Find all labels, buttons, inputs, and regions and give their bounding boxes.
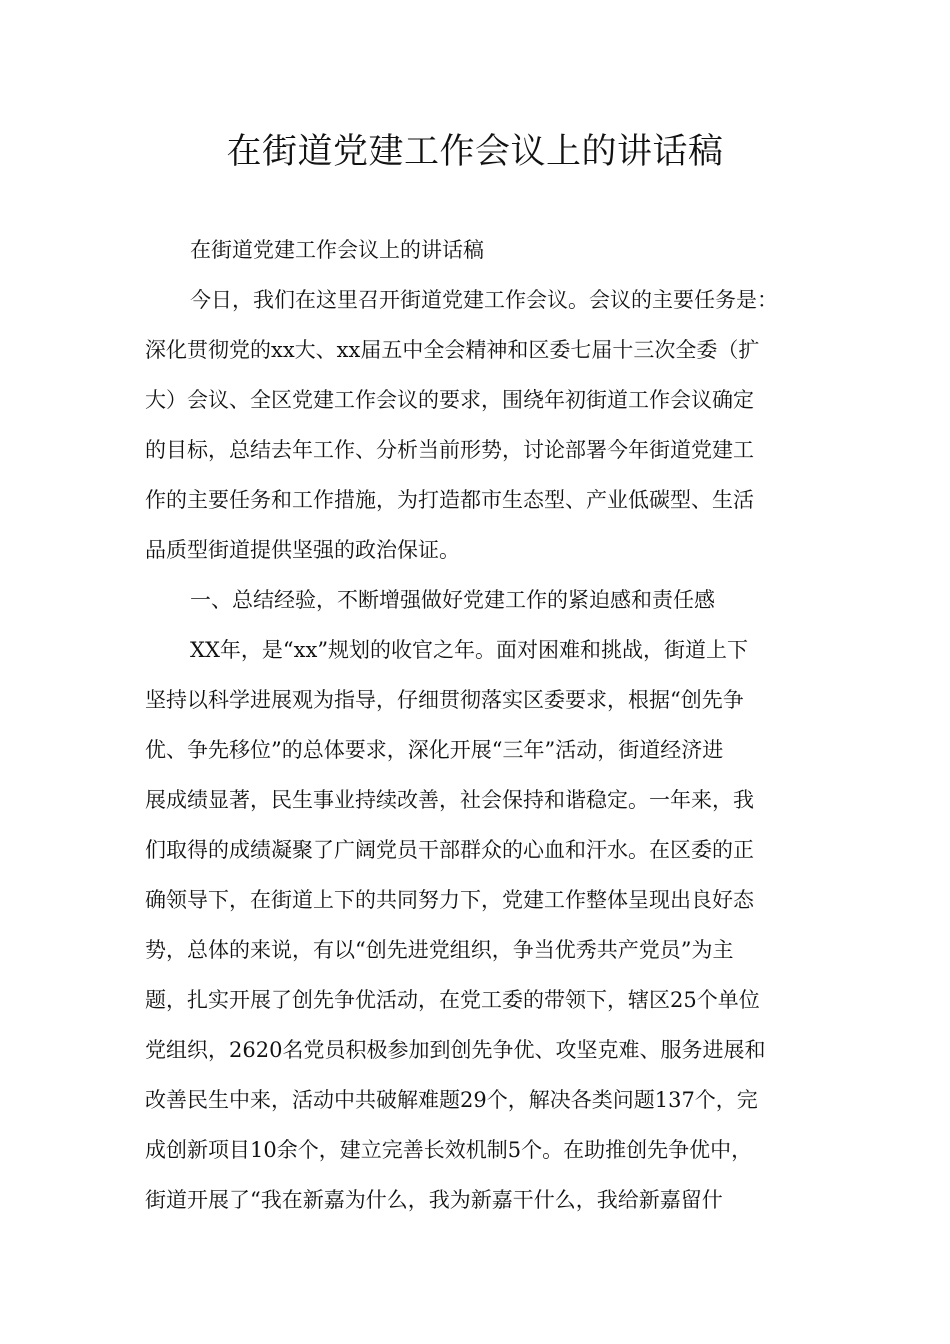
body-line: 成创新项目10余个，建立完善长效机制5个。在助推创先争优中， <box>145 1138 753 1162</box>
body-line: 品质型街道提供坚强的政治保证。 <box>145 538 460 562</box>
body-line: 的目标，总结去年工作、分析当前形势，讨论部署今年街道党建工 <box>145 438 754 462</box>
body-line: 作的主要任务和工作措施，为打造都市生态型、产业低碳型、生活 <box>145 488 754 512</box>
body-line: 街道开展了“我在新嘉为什么，我为新嘉干什么，我给新嘉留什 <box>145 1188 723 1212</box>
body-line: 势，总体的来说，有以“创先进党组织，争当优秀共产党员”为主 <box>145 938 734 962</box>
body-line: 改善民生中来，活动中共破解难题29个，解决各类问题137个，完 <box>145 1088 758 1112</box>
body-line: 确领导下，在街道上下的共同努力下，党建工作整体呈现出良好态 <box>145 888 754 912</box>
body-line: 们取得的成绩凝聚了广阔党员干部群众的心血和汗水。在区委的正 <box>145 838 754 862</box>
body-line: 深化贯彻党的xx大、xx届五中全会精神和区委七届十三次全委（扩 <box>145 338 760 362</box>
body-line: 优、争先移位”的总体要求，深化开展“三年”活动，街道经济进 <box>145 738 724 762</box>
document-title: 在街道党建工作会议上的讲话稿 <box>226 132 724 172</box>
body-line: 党组织，2620名党员积极参加到创先争优、攻坚克难、服务进展和 <box>145 1038 766 1062</box>
document-body <box>145 225 825 1225</box>
body-line: 坚持以科学进展观为指导，仔细贯彻落实区委要求，根据“创先争 <box>145 688 744 712</box>
body-line: 展成绩显著，民生事业持续改善，社会保持和谐稳定。一年来，我 <box>145 788 754 812</box>
body-line: XX年，是“xx”规划的收官之年。面对困难和挑战，街道上下 <box>190 638 749 662</box>
body-line: 大）会议、全区党建工作会议的要求，围绕年初街道工作会议确定 <box>145 388 754 412</box>
body-line: 今日，我们在这里召开街道党建工作会议。会议的主要任务是： <box>190 288 778 312</box>
section-heading: 一、总结经验，不断增强做好党建工作的紧迫感和责任感 <box>190 588 715 612</box>
subtitle-line: 在街道党建工作会议上的讲话稿 <box>190 238 484 262</box>
body-line: 题，扎实开展了创先争优活动，在党工委的带领下，辖区25个单位 <box>145 988 760 1012</box>
